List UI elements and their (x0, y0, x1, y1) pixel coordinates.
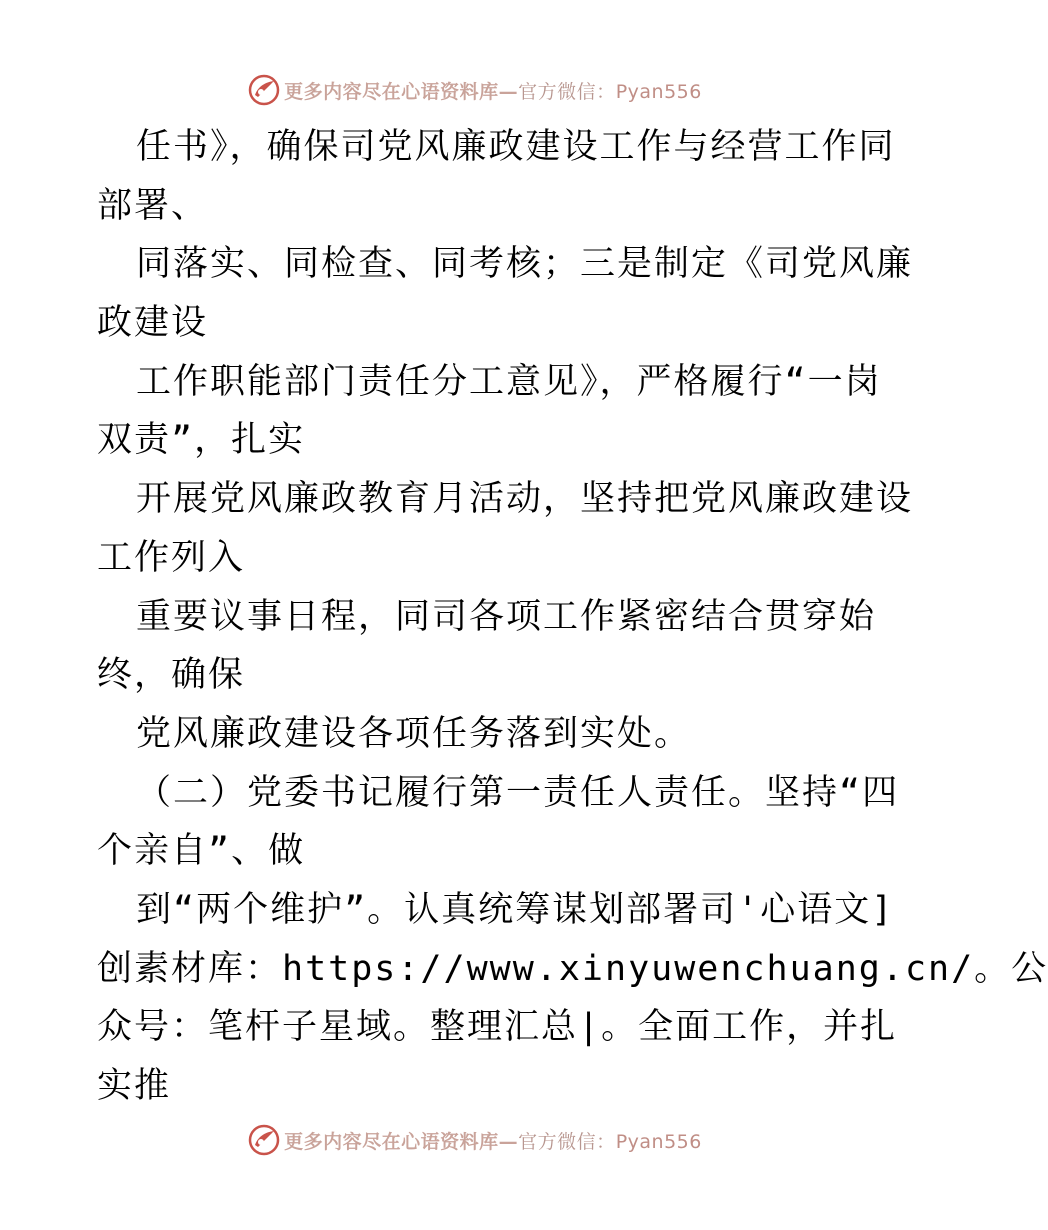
body-line: 创素材库：https://www.xinyuwenchuang.cn/。公 (97, 948, 1048, 989)
body-line: 重要议事日程，同司各项工作紧密结合贯穿始 (136, 596, 877, 637)
footer-banner-dash: — (498, 1130, 519, 1153)
header-banner-dash: — (498, 80, 519, 103)
body-line: 双责”，扎实 (97, 420, 306, 461)
body-line: 党风廉政建设各项任务落到实处。 (136, 713, 692, 754)
body-line: 工作职能部门责任分工意见》，严格履行“一岗 (136, 361, 882, 402)
body-line: （二）党委书记履行第一责任人责任。坚持“四 (136, 772, 900, 813)
body-line: 政建设 (97, 303, 209, 344)
header-banner-main: 更多内容尽在心语资料库 (284, 80, 499, 103)
footer-banner-wechat: 官方微信： (518, 1130, 616, 1153)
header-banner (0, 70, 950, 110)
body-line: 到“两个维护”。认真统筹谋划部署司'心语文] (136, 889, 895, 930)
document-body (97, 118, 1048, 1116)
body-line: 众号：笔杆子星域。整理汇总|。全面工作，并扎 (97, 1007, 898, 1048)
body-line: 终，确保 (97, 655, 246, 696)
header-banner-text (284, 77, 702, 104)
body-line: 任书》，确保司党风廉政建设工作与经营工作同 (136, 127, 896, 167)
header-banner-id: Pyan556 (615, 80, 702, 103)
header-banner-wechat: 官方微信： (518, 80, 616, 103)
footer-banner (0, 1120, 950, 1160)
body-line: 部署、 (97, 185, 209, 226)
body-line: 实推 (97, 1066, 172, 1106)
footer-banner-id: Pyan556 (615, 1130, 702, 1153)
footer-banner-main: 更多内容尽在心语资料库 (284, 1130, 499, 1153)
body-line: 个亲自”、做 (97, 831, 306, 872)
lotus-pen-logo-icon (248, 74, 280, 106)
body-line: 工作列入 (97, 537, 246, 578)
footer-banner-text (284, 1127, 702, 1154)
body-line: 同落实、同检查、同考核；三是制定《司党风廉 (136, 244, 914, 285)
lotus-pen-logo-icon (248, 1124, 280, 1156)
body-line: 开展党风廉政教育月活动，坚持把党风廉政建设 (136, 479, 914, 520)
